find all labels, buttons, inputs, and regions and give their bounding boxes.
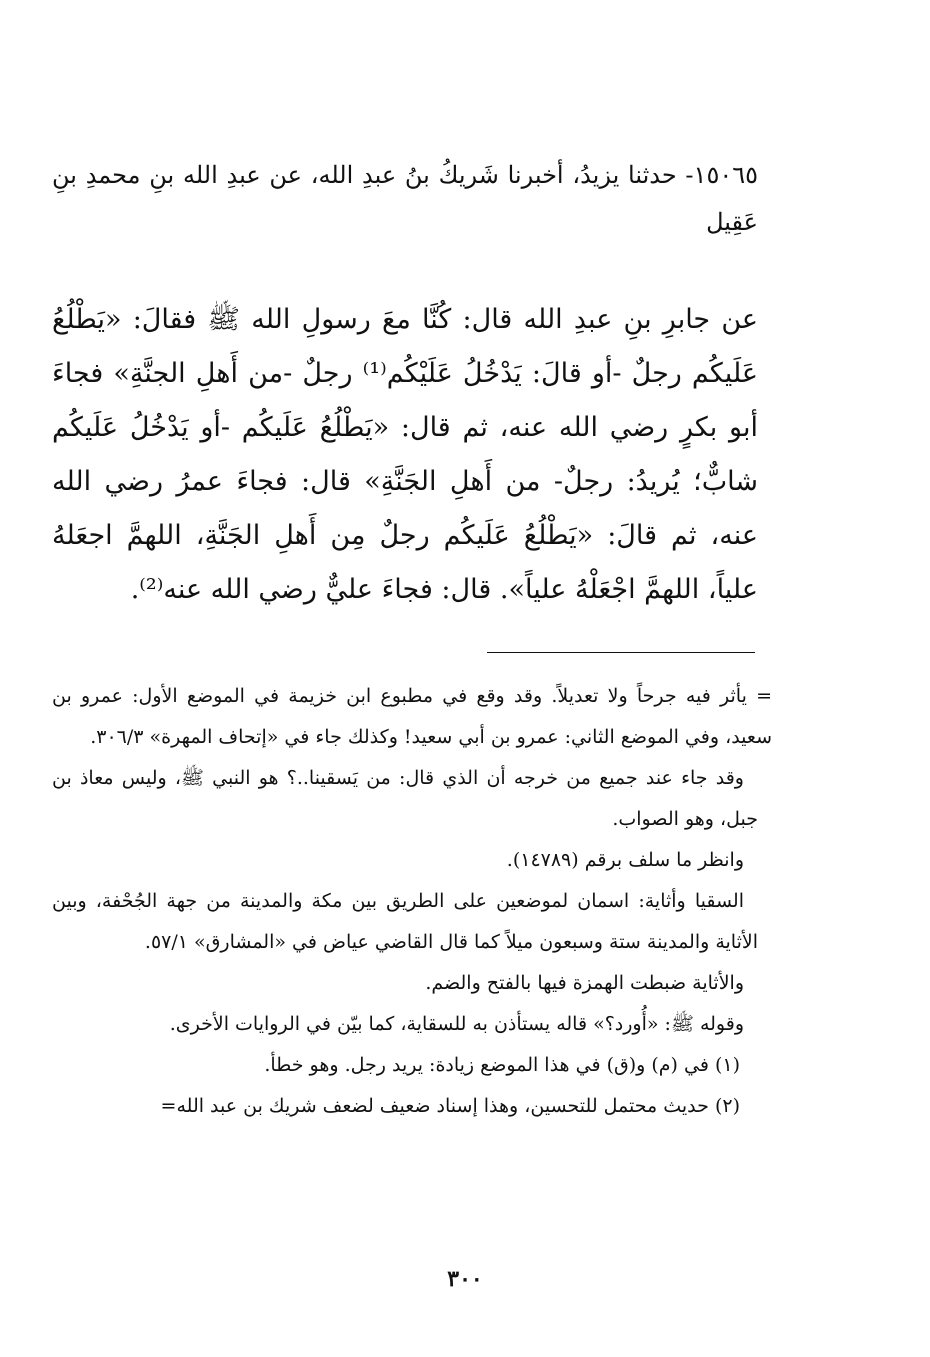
note-paragraph: والأثاية ضبطت الهمزة فيها بالفتح والضم. xyxy=(425,972,744,994)
footnote-1: (١) في (م) و(ق) في هذا الموضع زيادة: يريد رجل. وهو خطأ. xyxy=(264,1054,740,1076)
page-number: ٣٠٠ xyxy=(447,1266,483,1292)
note-paragraph: وانظر ما سلف برقم (١٤٧٨٩). xyxy=(506,849,744,871)
note-paragraph: وقد جاء عند جميع من خرجه أن الذي قال: من يَسقينا..؟ هو النبي ﷺ، وليس معاذ بن جبل، وهو الصواب. xyxy=(52,767,758,830)
hadith-matn: عن جابرِ بنِ عبدِ الله قال: كُنَّا معَ رسولِ الله ﷺ فقالَ: «يَطْلُعُ عَلَيكُم رجلٌ -أو قالَ: يَدْخُلُ عَلَيْكُم⁽¹⁾ رجلٌ -من أَهلِ الجنَّةِ» فجاءَ أبو بكرٍ رضي الله عنه، ثم قال: «يَطْلُعُ عَلَيكُم -أو يَدْخُلُ عَلَيكُم شابٌّ؛ يُريدُ: رجلٌ- من أَهلِ الجَنَّةِ» قال: فجاءَ عمرُ رضي الله عنه، ثم قالَ: «يَطْلُعُ عَلَيكُم رجلٌ مِن أَهلِ الجَنَّةِ، اللهمَّ اجعَلهُ علياً، اللهمَّ اجْعَلْهُ علياً». قال: فجاءَ عليٌّ رضي الله عنه⁽²⁾. xyxy=(52,304,758,605)
note-paragraph: وقوله ﷺ: «أُورد؟» قاله يستأذن به للسقاية، كما بيّن في الروايات الأخرى. xyxy=(169,1013,744,1035)
note-paragraph: = يأثر فيه جرحاً ولا تعديلاً. وقد وقع في مطبوع ابن خزيمة في الموضع الأول: عمرو بن سعيد، وفي الموضع الثاني: عمرو بن أبي سعيد! وكذلك جاء في «إتحاف المهرة» ٣٠٦/٣. xyxy=(52,685,772,748)
notes-section xyxy=(52,676,772,1127)
hadith-isnad: ١٥٠٦٥- حدثنا يزيدُ، أخبرنا شَريكُ بنُ عبدِ الله، عن عبدِ الله بنِ محمدِ بنِ عَقِيل xyxy=(52,161,758,236)
footnote-divider xyxy=(487,652,755,653)
footnote-2: (٢) حديث محتمل للتحسين، وهذا إسناد ضعيف لضعف شريك بن عبد الله= xyxy=(160,1095,740,1117)
note-paragraph: السقيا وأثاية: اسمان لموضعين على الطريق بين مكة والمدينة من جهة الجُحْفة، وبين الأثاية والمدينة ستة وسبعون ميلاً كما قال القاضي عياض في «المشارق» ٥٧/١. xyxy=(52,890,758,953)
